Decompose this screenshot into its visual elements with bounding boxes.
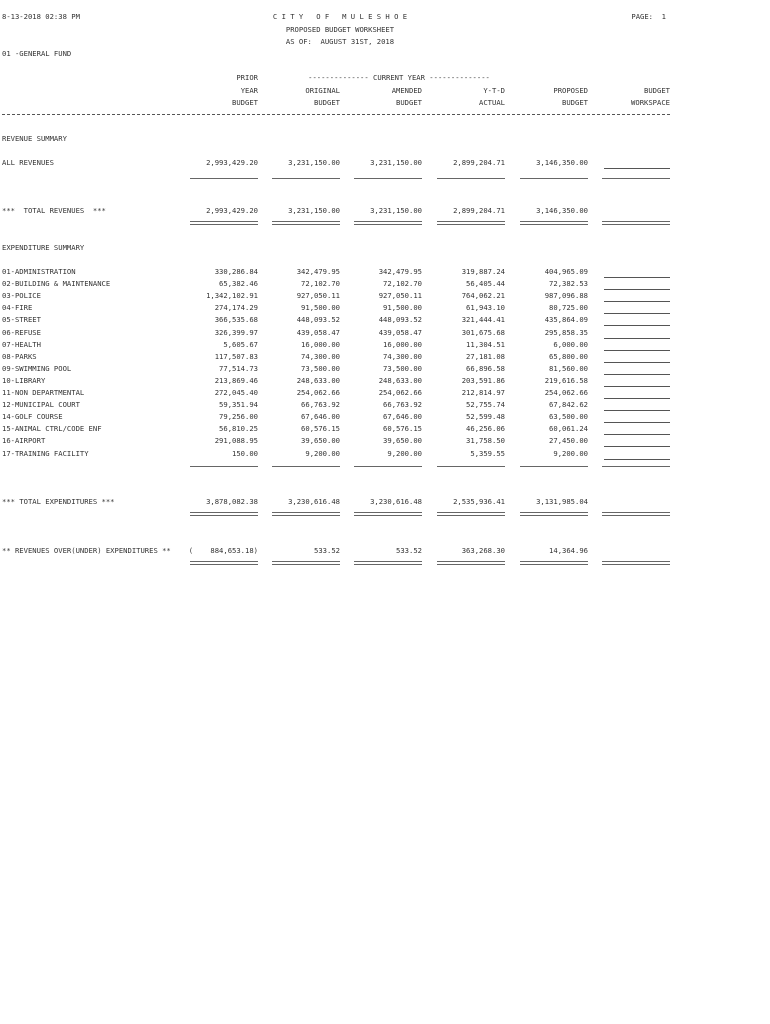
subtotal-line xyxy=(190,178,258,179)
row-value: 67,646.00 xyxy=(301,412,340,421)
row-value: 60,576.15 xyxy=(301,424,340,433)
row-value: 73,500.00 xyxy=(301,364,340,373)
row-value: 74,300.00 xyxy=(383,352,422,361)
column-header-line2: Y-T-D xyxy=(483,86,505,95)
row-value: 59,351.94 xyxy=(219,400,258,409)
header-separator xyxy=(2,114,670,115)
row-label: 03-POLICE xyxy=(2,291,41,300)
total-double-line xyxy=(190,512,258,516)
row-value: 1,342,102.91 xyxy=(206,291,258,300)
row-value: 326,399.97 xyxy=(214,328,258,337)
row-value: 39,650.00 xyxy=(301,436,340,445)
row-label: 07-HEALTH xyxy=(2,340,41,349)
row-value: 56,405.44 xyxy=(466,279,505,288)
workspace-entry-line[interactable] xyxy=(604,386,670,387)
row-value: 31,758.50 xyxy=(466,436,505,445)
row-label: 02-BUILDING & MAINTENANCE xyxy=(2,279,111,288)
row-label: 06-REFUSE xyxy=(2,328,41,337)
column-header-line3: ACTUAL xyxy=(479,98,505,107)
row-value: 295,858.35 xyxy=(544,328,588,337)
row-value: 46,256.06 xyxy=(466,424,505,433)
workspace-entry-line[interactable] xyxy=(604,289,670,290)
row-value: 52,599.48 xyxy=(466,412,505,421)
row-value: 9,200.00 xyxy=(553,449,588,458)
page-number: PAGE: 1 xyxy=(631,12,666,21)
total-double-line xyxy=(520,221,588,225)
revenue-section-title: REVENUE SUMMARY xyxy=(2,134,67,143)
row-value: 73,500.00 xyxy=(383,364,422,373)
row-value: 65,382.46 xyxy=(219,279,258,288)
row-label: *** TOTAL REVENUES *** xyxy=(2,206,106,215)
row-value: 248,633.00 xyxy=(296,376,340,385)
row-value: 448,093.52 xyxy=(296,315,340,324)
row-label: 15-ANIMAL CTRL/CODE ENF xyxy=(2,424,102,433)
row-value: 987,096.88 xyxy=(544,291,588,300)
row-value: 254,062.66 xyxy=(544,388,588,397)
row-value: 927,050.11 xyxy=(378,291,422,300)
column-header-line3: WORKSPACE xyxy=(631,98,670,107)
total-double-line xyxy=(354,561,422,565)
row-value: 213,869.46 xyxy=(214,376,258,385)
workspace-entry-line[interactable] xyxy=(604,313,670,314)
row-value: 342,479.95 xyxy=(296,267,340,276)
total-double-line xyxy=(272,221,340,225)
row-value: 6,000.00 xyxy=(553,340,588,349)
workspace-entry-line[interactable] xyxy=(604,446,670,447)
subtotal-line xyxy=(602,178,670,179)
row-value: 91,500.00 xyxy=(301,303,340,312)
report-date-time: 8-13-2018 02:38 PM xyxy=(2,12,80,21)
row-label: 01-ADMINISTRATION xyxy=(2,267,76,276)
report-title: PROPOSED BUDGET WORKSHEET xyxy=(285,25,395,34)
row-value: 27,450.00 xyxy=(549,436,588,445)
total-double-line xyxy=(520,561,588,565)
row-label: 04-FIRE xyxy=(2,303,33,312)
row-value: 3,231,150.00 xyxy=(288,158,340,167)
subtotal-line xyxy=(354,178,422,179)
total-double-line xyxy=(272,512,340,516)
workspace-entry-line[interactable] xyxy=(604,325,670,326)
row-value: 66,763.92 xyxy=(301,400,340,409)
column-header-line2: BUDGET xyxy=(644,86,670,95)
net-value: 533.52 xyxy=(396,546,422,555)
row-value: 52,755.74 xyxy=(466,400,505,409)
row-value: 3,230,616.48 xyxy=(370,497,422,506)
fund-name: 01 -GENERAL FUND xyxy=(2,49,72,58)
row-value: 254,062.66 xyxy=(378,388,422,397)
total-double-line xyxy=(272,561,340,565)
row-value: 16,000.00 xyxy=(301,340,340,349)
workspace-entry-line[interactable] xyxy=(604,338,670,339)
row-value: 63,500.00 xyxy=(549,412,588,421)
workspace-entry-line[interactable] xyxy=(604,168,670,169)
row-value: 448,093.52 xyxy=(378,315,422,324)
expenditure-section-title: EXPENDITURE SUMMARY xyxy=(2,243,85,252)
row-value: 74,300.00 xyxy=(301,352,340,361)
row-value: 764,062.21 xyxy=(461,291,505,300)
subtotal-line xyxy=(602,466,670,467)
subtotal-line xyxy=(437,178,505,179)
row-label: 17-TRAINING FACILITY xyxy=(2,449,89,458)
row-value: 91,500.00 xyxy=(383,303,422,312)
row-value: 67,842.62 xyxy=(549,400,588,409)
total-double-line xyxy=(520,512,588,516)
total-double-line xyxy=(602,221,670,225)
row-label: 10-LIBRARY xyxy=(2,376,46,385)
total-double-line xyxy=(190,561,258,565)
row-value: 60,576.15 xyxy=(383,424,422,433)
current-year-banner: -------------- CURRENT YEAR -------------- xyxy=(308,73,490,82)
row-value: 11,304.51 xyxy=(466,340,505,349)
row-value: 274,174.29 xyxy=(214,303,258,312)
column-header-line2: PROPOSED xyxy=(553,86,588,95)
row-value: 439,058.47 xyxy=(296,328,340,337)
row-value: 3,231,150.00 xyxy=(370,206,422,215)
workspace-entry-line[interactable] xyxy=(604,374,670,375)
row-value: 439,058.47 xyxy=(378,328,422,337)
net-value: ( 884,653.18) xyxy=(188,546,258,555)
row-value: 65,800.00 xyxy=(549,352,588,361)
total-double-line xyxy=(602,561,670,565)
workspace-entry-line[interactable] xyxy=(604,350,670,351)
row-label: *** TOTAL EXPENDITURES *** xyxy=(2,497,115,506)
workspace-entry-line[interactable] xyxy=(604,459,670,460)
row-value: 5,605.67 xyxy=(223,340,258,349)
row-value: 248,633.00 xyxy=(378,376,422,385)
subtotal-line xyxy=(190,466,258,467)
row-label: 08-PARKS xyxy=(2,352,37,361)
row-value: 67,646.00 xyxy=(383,412,422,421)
net-value: 533.52 xyxy=(314,546,340,555)
column-header-line3: BUDGET xyxy=(232,98,258,107)
row-value: 321,444.41 xyxy=(461,315,505,324)
column-header-line3: BUDGET xyxy=(562,98,588,107)
row-value: 56,810.25 xyxy=(219,424,258,433)
row-label: 12-MUNICIPAL COURT xyxy=(2,400,80,409)
city-name: C I T Y O F M U L E S H O E xyxy=(272,12,408,21)
column-header-line3: BUDGET xyxy=(314,98,340,107)
subtotal-line xyxy=(272,178,340,179)
row-value: 2,993,429.20 xyxy=(206,158,258,167)
row-value: 80,725.00 xyxy=(549,303,588,312)
workspace-entry-line[interactable] xyxy=(604,277,670,278)
workspace-entry-line[interactable] xyxy=(604,301,670,302)
row-value: 291,088.95 xyxy=(214,436,258,445)
row-value: 3,146,350.00 xyxy=(536,158,588,167)
row-label: 05-STREET xyxy=(2,315,41,324)
column-header-line2: AMENDED xyxy=(391,86,422,95)
row-value: 60,061.24 xyxy=(549,424,588,433)
column-header-line2: ORIGINAL xyxy=(305,86,340,95)
row-value: 435,864.09 xyxy=(544,315,588,324)
row-label: 09-SWIMMING POOL xyxy=(2,364,72,373)
total-double-line xyxy=(437,221,505,225)
row-value: 404,965.09 xyxy=(544,267,588,276)
total-double-line xyxy=(437,512,505,516)
row-value: 77,514.73 xyxy=(219,364,258,373)
row-value: 2,535,936.41 xyxy=(453,497,505,506)
row-value: 72,102.70 xyxy=(301,279,340,288)
row-value: 66,896.58 xyxy=(466,364,505,373)
row-value: 319,887.24 xyxy=(461,267,505,276)
row-value: 3,231,150.00 xyxy=(370,158,422,167)
row-value: 3,231,150.00 xyxy=(288,206,340,215)
total-double-line xyxy=(354,221,422,225)
row-value: 5,359.55 xyxy=(470,449,505,458)
workspace-entry-line[interactable] xyxy=(604,410,670,411)
row-value: 366,535.68 xyxy=(214,315,258,324)
row-value: 72,382.53 xyxy=(549,279,588,288)
row-value: 203,591.86 xyxy=(461,376,505,385)
row-value: 16,000.00 xyxy=(383,340,422,349)
subtotal-line xyxy=(520,178,588,179)
row-value: 2,899,204.71 xyxy=(453,158,505,167)
workspace-entry-line[interactable] xyxy=(604,398,670,399)
column-header-line3: BUDGET xyxy=(396,98,422,107)
row-value: 3,131,985.04 xyxy=(536,497,588,506)
row-value: 272,045.40 xyxy=(214,388,258,397)
row-value: 66,763.92 xyxy=(383,400,422,409)
row-value: 342,479.95 xyxy=(378,267,422,276)
row-value: 61,943.10 xyxy=(466,303,505,312)
row-value: 150.00 xyxy=(232,449,258,458)
row-value: 27,181.08 xyxy=(466,352,505,361)
total-double-line xyxy=(602,512,670,516)
row-label: 16-AIRPORT xyxy=(2,436,46,445)
row-value: 254,062.66 xyxy=(296,388,340,397)
row-value: 301,675.68 xyxy=(461,328,505,337)
row-value: 117,507.83 xyxy=(214,352,258,361)
workspace-entry-line[interactable] xyxy=(604,362,670,363)
row-label: 14-GOLF COURSE xyxy=(2,412,63,421)
row-label: ALL REVENUES xyxy=(2,158,54,167)
total-double-line xyxy=(354,512,422,516)
workspace-entry-line[interactable] xyxy=(604,422,670,423)
row-value: 3,230,616.48 xyxy=(288,497,340,506)
row-value: 219,616.58 xyxy=(544,376,588,385)
row-value: 81,560.00 xyxy=(549,364,588,373)
report-as-of: AS OF: AUGUST 31ST, 2018 xyxy=(285,37,395,46)
row-value: 79,256.00 xyxy=(219,412,258,421)
row-value: 2,993,429.20 xyxy=(206,206,258,215)
column-header-line1: PRIOR xyxy=(236,73,258,82)
net-value: 14,364.96 xyxy=(549,546,588,555)
row-value: 212,814.97 xyxy=(461,388,505,397)
row-value: 927,050.11 xyxy=(296,291,340,300)
row-value: 9,200.00 xyxy=(305,449,340,458)
net-label: ** REVENUES OVER(UNDER) EXPENDITURES ** xyxy=(2,546,171,555)
total-double-line xyxy=(437,561,505,565)
subtotal-line xyxy=(354,466,422,467)
row-value: 3,878,082.38 xyxy=(206,497,258,506)
total-double-line xyxy=(190,221,258,225)
row-value: 3,146,350.00 xyxy=(536,206,588,215)
workspace-entry-line[interactable] xyxy=(604,434,670,435)
row-label: 11-NON DEPARTMENTAL xyxy=(2,388,85,397)
row-value: 72,102.70 xyxy=(383,279,422,288)
row-value: 2,899,204.71 xyxy=(453,206,505,215)
row-value: 39,650.00 xyxy=(383,436,422,445)
subtotal-line xyxy=(520,466,588,467)
row-value: 9,200.00 xyxy=(387,449,422,458)
net-value: 363,268.30 xyxy=(461,546,505,555)
subtotal-line xyxy=(437,466,505,467)
subtotal-line xyxy=(272,466,340,467)
column-header-line2: YEAR xyxy=(240,86,258,95)
row-value: 330,286.84 xyxy=(214,267,258,276)
